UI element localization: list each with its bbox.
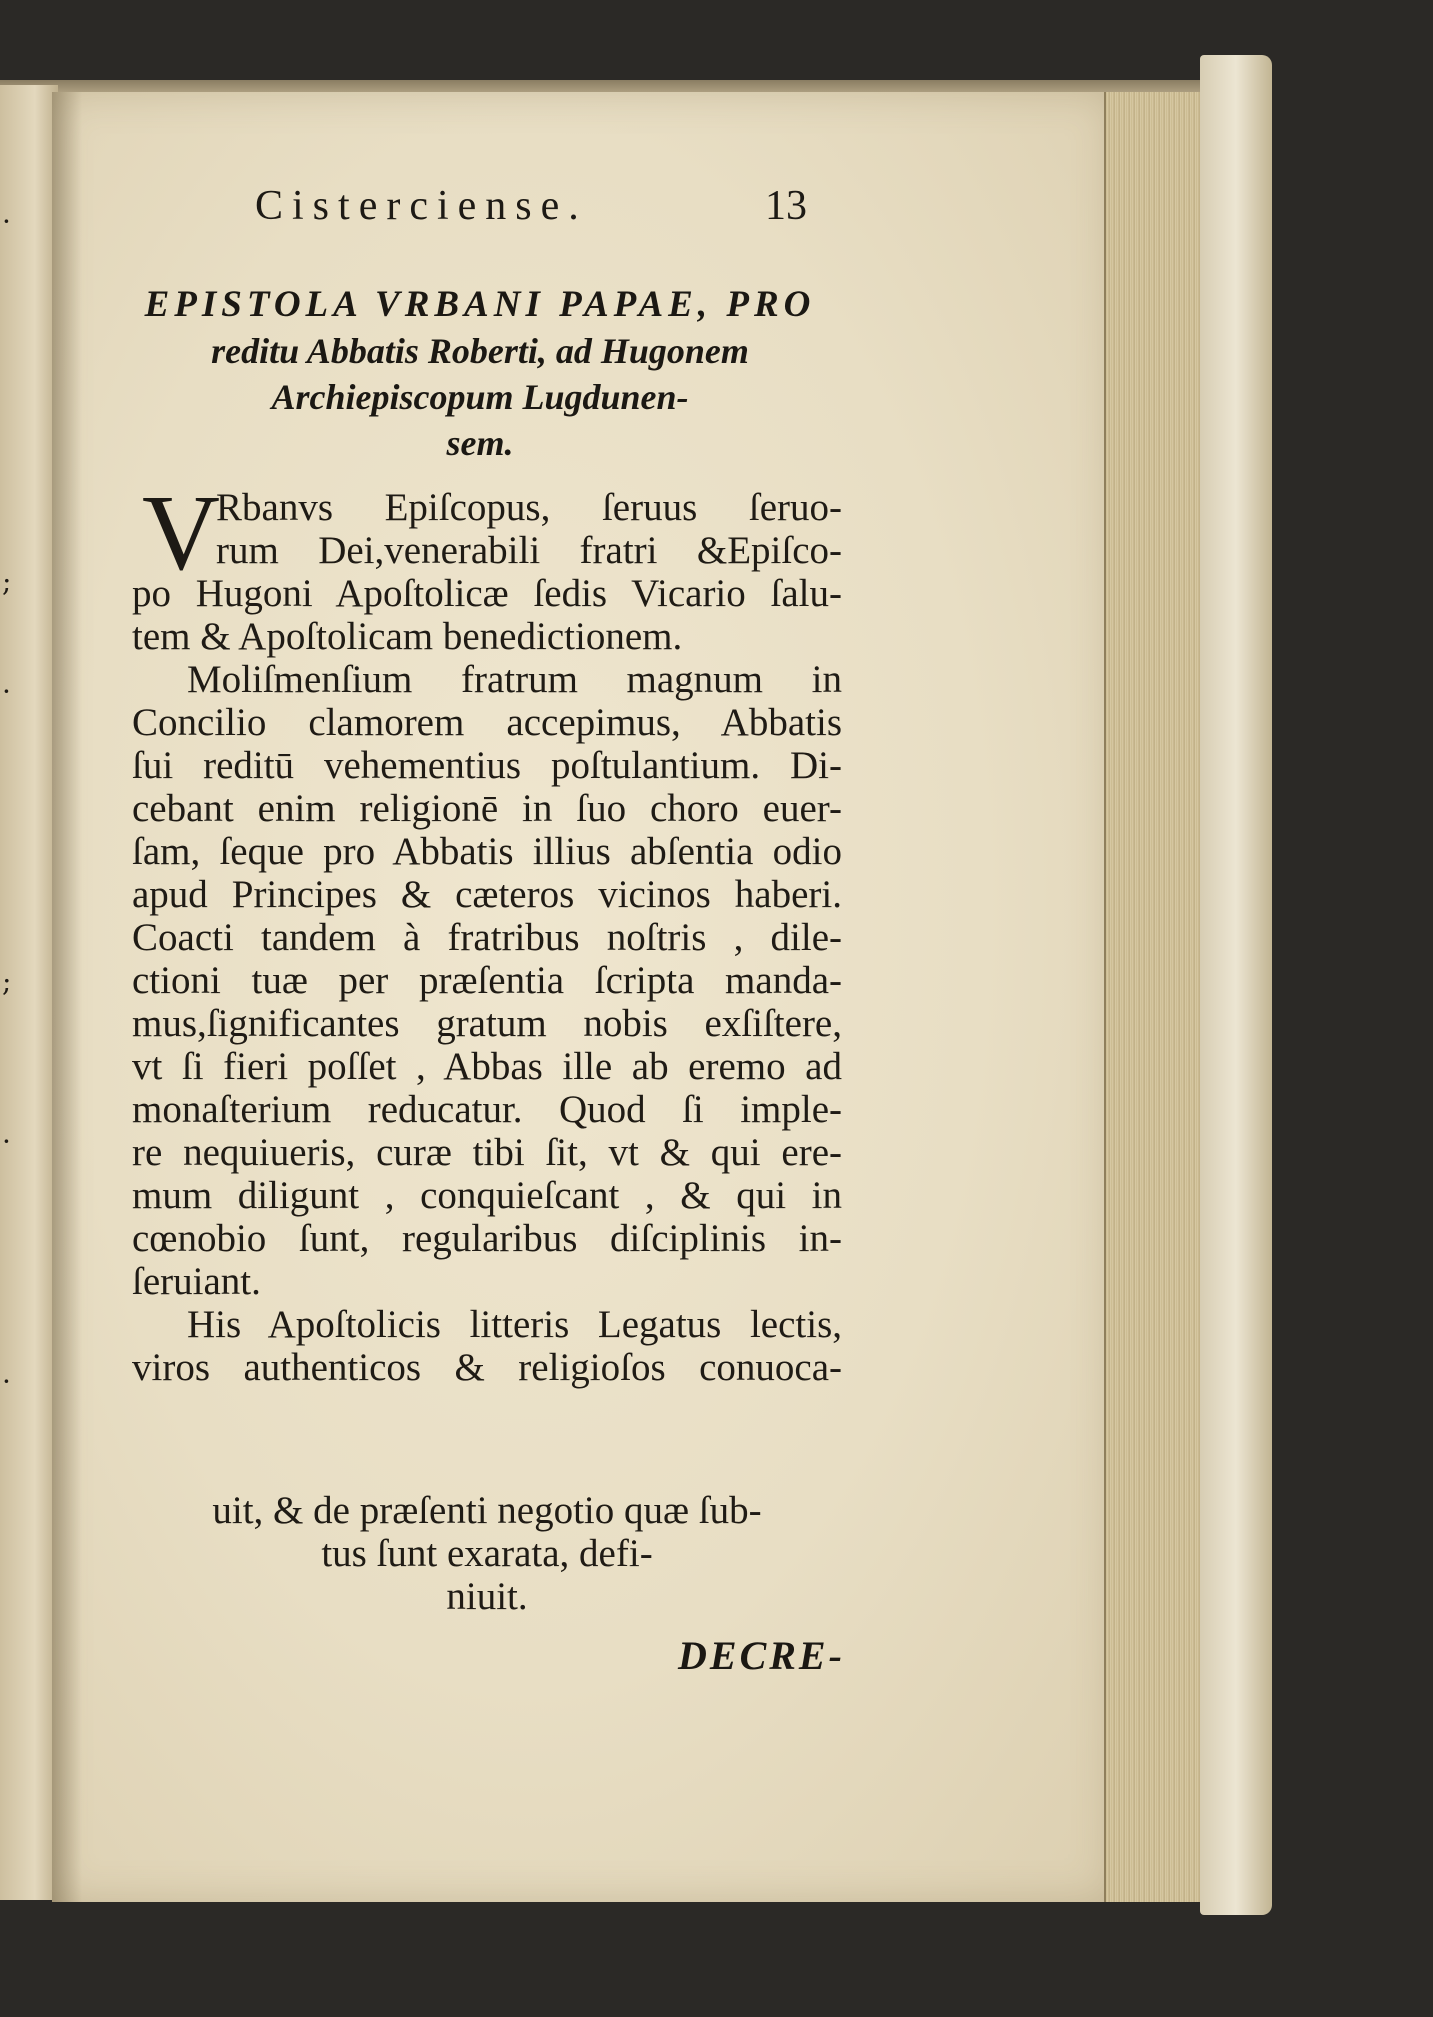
catchword: DECRE-: [678, 1633, 845, 1678]
text-line: vt ſi fieri poſſet , Abbas ille ab eremo ad: [132, 1045, 842, 1088]
text-line: Coacti tandem à fratribus noſtris , dile-: [132, 916, 842, 959]
page-gutter-shadow: [52, 92, 82, 1902]
text-line: monaſterium reducatur. Quod ſi imple-: [132, 1088, 842, 1131]
body-first-lines: [132, 486, 842, 572]
text-line: mus,ſignificantes gratum nobis exſiſtere,: [132, 1002, 842, 1045]
epistle-title-line: Archiepiscopum Lugdunen-: [271, 377, 689, 417]
page-number: 13: [765, 183, 807, 229]
epistle-title-line: reditu Abbatis Roberti, ad Hugonem: [211, 331, 749, 371]
book-cover-edge: [1200, 55, 1272, 1915]
text-line: ſam, ſeque pro Abbatis illius abſentia odio: [132, 830, 842, 873]
text-line: ſeruiant.: [132, 1260, 261, 1303]
text-line: His Apoſtolicis litteris Legatus lectis,: [187, 1303, 842, 1346]
closing-line: tus ſunt exarata, defi-: [321, 1532, 653, 1575]
text-line: Rbanvs Epiſcopus, ſeruus ſeruo-: [216, 486, 842, 529]
text-line: Concilio clamorem accepimus, Abbatis: [132, 701, 842, 744]
text-line: tem & Apoſtolicam benedictionem.: [132, 615, 683, 658]
text-line: re nequiueris, curæ tibi ſit, vt & qui ere-: [132, 1131, 842, 1174]
body-text: [132, 474, 842, 1389]
text-line: cebant enim religionē in ſuo choro euer-: [132, 787, 842, 830]
closing-line: niuit.: [446, 1575, 528, 1618]
left-page-marginal-marks: · ; · ; · ·: [2, 205, 12, 1398]
running-title: Cisterciense.: [255, 183, 588, 229]
text-line: Moliſmenſium fratrum magnum in: [187, 658, 842, 701]
text-line: cœnobio ſunt, regularibus diſciplinis in-: [132, 1217, 842, 1260]
text-line: po Hugoni Apoſtolicæ ſedis Vicario ſalu-: [132, 572, 842, 615]
text-line: viros authenticos & religioſos conuoca-: [132, 1346, 842, 1389]
page-header: [255, 182, 815, 238]
text-line: ſui reditū vehementius poſtulantium. Di-: [132, 744, 842, 787]
left-page-edge: [0, 85, 58, 1900]
text-line: ctioni tuæ per præſentia ſcripta manda-: [132, 959, 842, 1002]
epistle-title-line: EPISTOLA VRBANI PAPAE, PRO: [144, 284, 816, 325]
page-block-fore-edge: [1104, 92, 1206, 1902]
epistle-title: [110, 282, 850, 466]
text-line: apud Principes & cæteros vicinos haberi.: [132, 873, 842, 916]
text-line: rum Dei,venerabili fratri &Epiſco-: [216, 529, 842, 572]
epistle-title-line: sem.: [446, 423, 514, 463]
text-line: mum diligunt , conquieſcant , & qui in: [132, 1174, 842, 1217]
closing-line: uit, & de præſenti negotio quæ ſub-: [212, 1489, 762, 1532]
drop-cap: V: [142, 474, 220, 593]
